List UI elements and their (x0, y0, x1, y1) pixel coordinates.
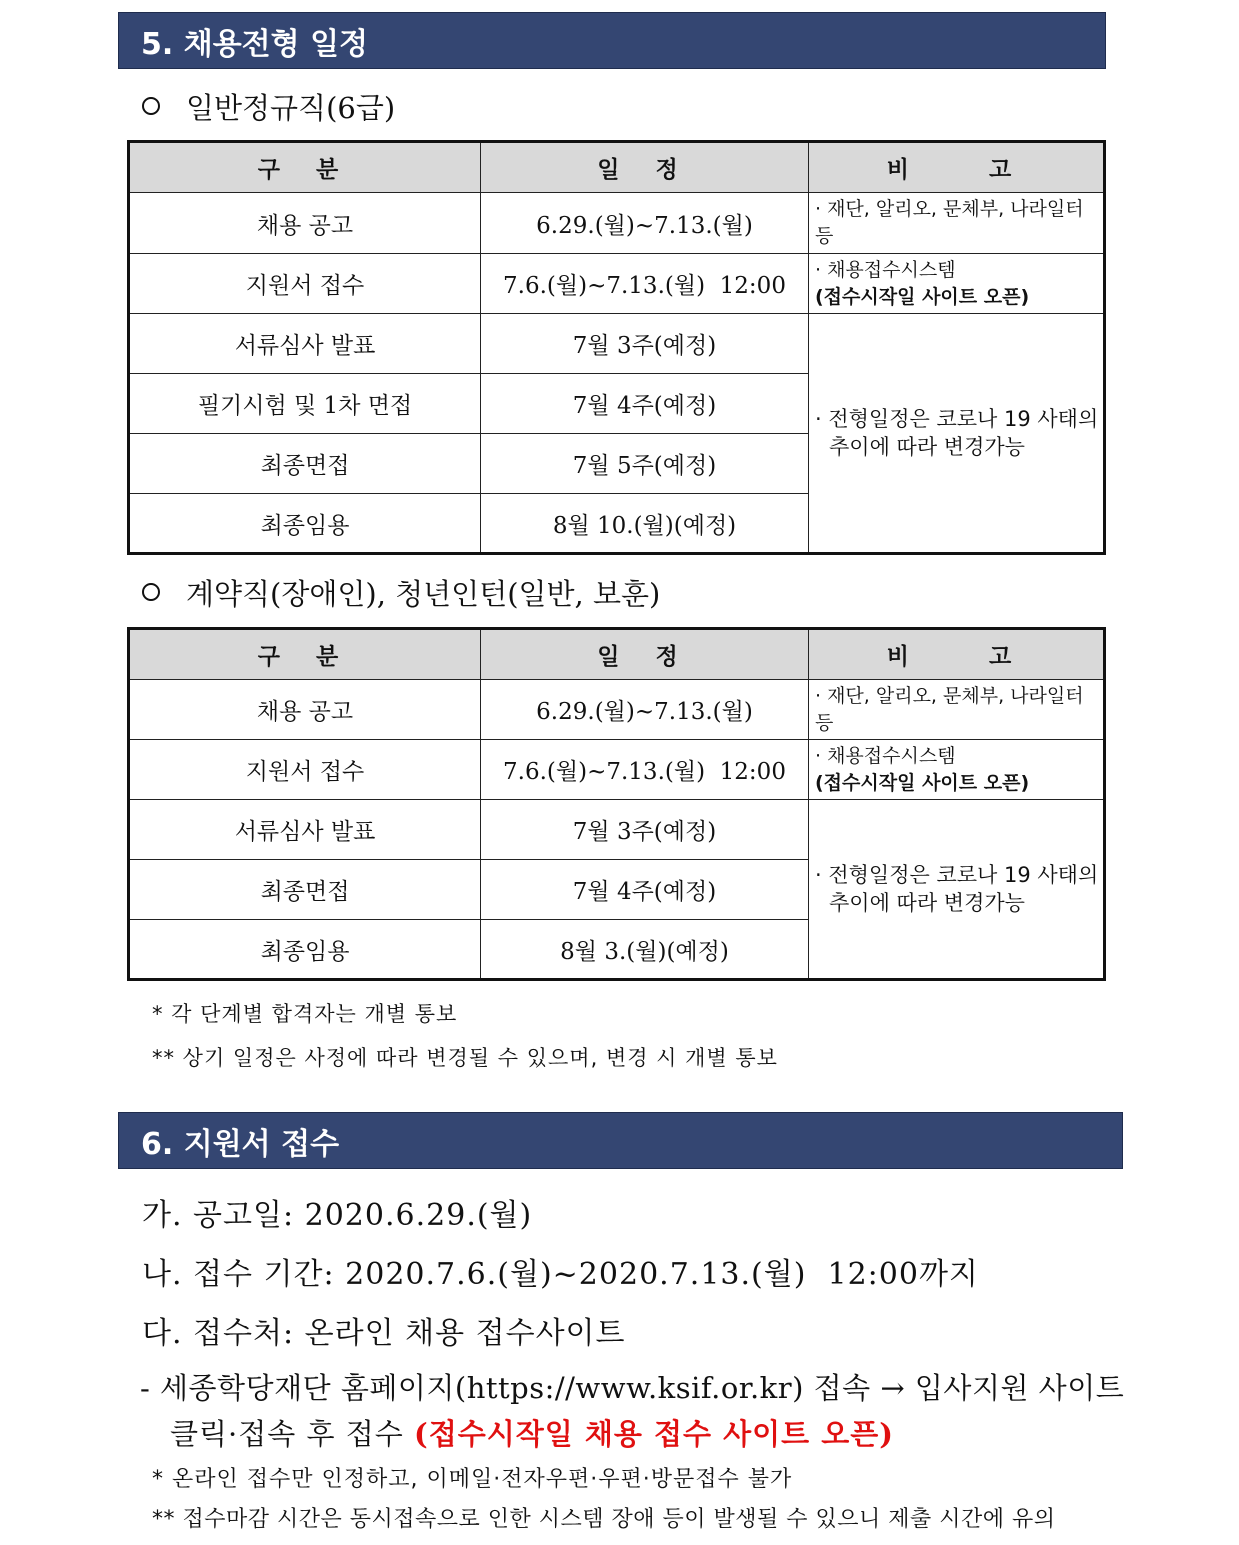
remark-line: 추이에 따라 변경가능 (829, 435, 1025, 459)
remark-line-bold: (접수시작일 사이트 오픈) (815, 771, 1030, 794)
cell-category: 채용 공고 (129, 193, 481, 254)
dash-line-2-text: 클릭·접속 후 접수 (170, 1417, 404, 1451)
table-header-row (129, 629, 1105, 680)
header-schedule: 일 정 (481, 142, 809, 193)
group1-heading (142, 84, 395, 128)
circle-bullet-icon (142, 97, 160, 115)
circle-bullet-icon (142, 583, 160, 601)
cell-schedule: 7.6.(월)~7.13.(월) 12:00 (481, 254, 809, 314)
cell-schedule: 7월 4주(예정) (481, 860, 809, 920)
remark-line: · 전형일정은 코로나 19 사태의 (815, 863, 1099, 887)
cell-category: 최종임용 (129, 920, 481, 980)
remark-line: · 채용접수시스템 (815, 744, 956, 767)
remark-line-bold: (접수시작일 사이트 오픈) (815, 285, 1030, 308)
header-remarks: 비 고 (809, 629, 1105, 680)
section6-header (118, 1112, 1123, 1169)
table-header-row (129, 142, 1105, 193)
cell-category: 지원서 접수 (129, 254, 481, 314)
item-dash-line-1: - 세종학당재단 홈페이지(https://www.ksif.or.kr) 접속 → 입사지원 사이트 (140, 1371, 1125, 1405)
cell-remark (809, 254, 1105, 314)
cell-schedule: 7월 5주(예정) (481, 434, 809, 494)
item-application-period: 나. 접수 기간: 2020.7.6.(월)~2020.7.13.(월) 12:00까지 (142, 1257, 979, 1292)
schedule-table-contract (127, 627, 1106, 981)
section6-footnote-1: * 온라인 접수만 인정하고, 이메일·전자우편·우편·방문접수 불가 (152, 1467, 793, 1492)
cell-remark-merged (809, 800, 1105, 980)
cell-category: 지원서 접수 (129, 740, 481, 800)
table-row (129, 193, 1105, 254)
item-dash-line-2 (170, 1412, 894, 1453)
cell-remark: · 재단, 알리오, 문체부, 나라일터 등 (809, 680, 1105, 740)
header-category: 구 분 (129, 629, 481, 680)
header-schedule: 일 정 (481, 629, 809, 680)
cell-schedule: 7월 3주(예정) (481, 800, 809, 860)
item-announce-date: 가. 공고일: 2020.6.29.(월) (142, 1198, 533, 1233)
cell-category: 최종임용 (129, 494, 481, 554)
header-category: 구 분 (129, 142, 481, 193)
group1-label: 일반정규직(6급) (186, 90, 396, 125)
cell-category: 최종면접 (129, 860, 481, 920)
schedule-table-regular (127, 140, 1106, 555)
section5-footnote-1: * 각 단계별 합격자는 개별 통보 (152, 1002, 458, 1026)
remark-line: 추이에 따라 변경가능 (829, 891, 1025, 915)
group2-label: 계약직(장애인), 청년인턴(일반, 보훈) (186, 576, 661, 611)
header-remarks: 비 고 (809, 142, 1105, 193)
cell-schedule: 8월 3.(월)(예정) (481, 920, 809, 980)
cell-schedule: 8월 10.(월)(예정) (481, 494, 809, 554)
cell-category: 채용 공고 (129, 680, 481, 740)
cell-category: 최종면접 (129, 434, 481, 494)
table-row (129, 740, 1105, 800)
cell-remark: · 재단, 알리오, 문체부, 나라일터 등 (809, 193, 1105, 254)
item-application-place: 다. 접수처: 온라인 채용 접수사이트 (142, 1316, 626, 1351)
table-row (129, 800, 1105, 860)
cell-category: 필기시험 및 1차 면접 (129, 374, 481, 434)
section5-footnote-2: ** 상기 일정은 사정에 따라 변경될 수 있으며, 변경 시 개별 통보 (152, 1046, 778, 1070)
section5-header (118, 12, 1106, 69)
cell-remark-merged (809, 314, 1105, 554)
table-row (129, 314, 1105, 374)
cell-category: 서류심사 발표 (129, 800, 481, 860)
remark-line: · 채용접수시스템 (815, 258, 956, 281)
cell-schedule: 7월 3주(예정) (481, 314, 809, 374)
cell-remark (809, 740, 1105, 800)
cell-schedule: 7월 4주(예정) (481, 374, 809, 434)
cell-schedule: 6.29.(월)~7.13.(월) (481, 680, 809, 740)
site-open-notice: (접수시작일 채용 접수 사이트 오픈) (413, 1417, 895, 1451)
section6-footnote-2: ** 접수마감 시간은 동시접속으로 인한 시스템 장애 등이 발생될 수 있으니 제출 시간에 유의 (152, 1507, 1056, 1532)
cell-schedule: 7.6.(월)~7.13.(월) 12:00 (481, 740, 809, 800)
cell-schedule: 6.29.(월)~7.13.(월) (481, 193, 809, 254)
section5-title: 5. 채용전형 일정 (141, 26, 369, 62)
section6-title: 6. 지원서 접수 (141, 1126, 340, 1162)
table-row (129, 254, 1105, 314)
remark-line: · 전형일정은 코로나 19 사태의 (815, 407, 1099, 431)
cell-category: 서류심사 발표 (129, 314, 481, 374)
group2-heading (142, 570, 660, 614)
table-row (129, 680, 1105, 740)
